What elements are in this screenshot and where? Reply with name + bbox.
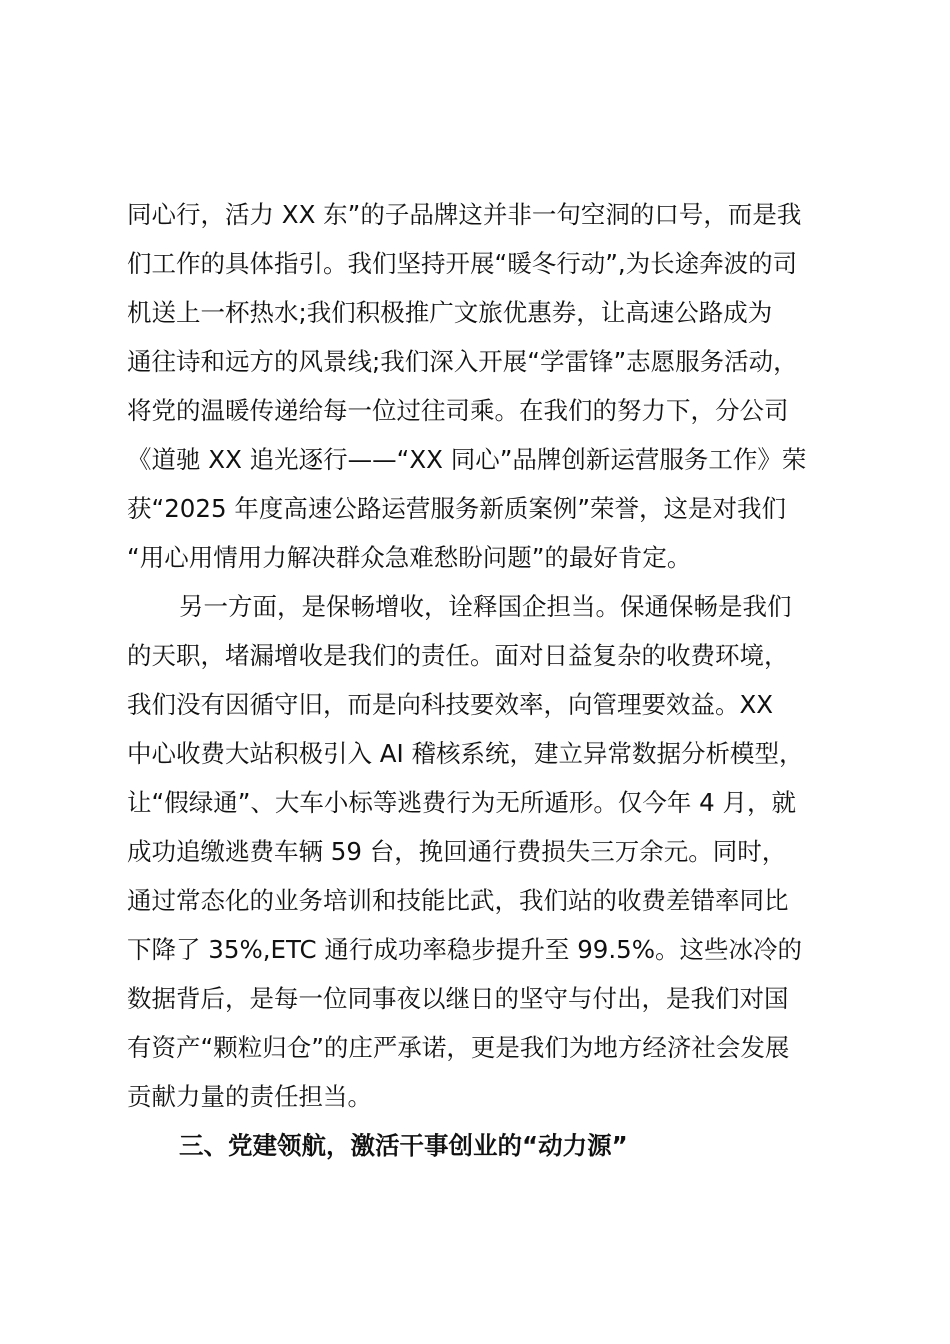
section-heading: 三、党建领航，激活干事创业的“动力源” — [179, 1131, 628, 1160]
paragraph-line: 机送上一杯热水;我们积极推广文旅优惠券，让高速公路成为 — [127, 298, 773, 327]
paragraph-line: 成功追缴逃费车辆 59 台，挽回通行费损失三万余元。同时， — [127, 837, 787, 866]
document-body — [127, 190, 827, 1170]
paragraph-line: 的天职，堵漏增收是我们的责任。面对日益复杂的收费环境， — [127, 641, 789, 670]
paragraph-line: 我们没有因循守旧，而是向科技要效率，向管理要效益。XX — [127, 690, 774, 719]
paragraph-line: 有资产“颗粒归仓”的庄严承诺，更是我们为地方经济社会发展 — [127, 1033, 790, 1062]
paragraph-line: 贡献力量的责任担当。 — [127, 1082, 372, 1111]
paragraph-line: 另一方面，是保畅增收，诠释国企担当。保通保畅是我们 — [179, 592, 792, 621]
paragraph-2 — [127, 582, 827, 1121]
paragraph-line: 同心行，活力 XX 东”的子品牌这并非一句空洞的口号，而是我 — [127, 200, 802, 229]
paragraph-line: 通往诗和远方的风景线;我们深入开展“学雷锋”志愿服务活动， — [127, 347, 798, 376]
paragraph-line: 通过常态化的业务培训和技能比武，我们站的收费差错率同比 — [127, 886, 789, 915]
paragraph-line: 们工作的具体指引。我们坚持开展“暖冬行动”,为长途奔波的司 — [127, 249, 798, 278]
paragraph-line: “用心用情用力解决群众急难愁盼问题”的最好肯定。 — [127, 543, 692, 572]
paragraph-line: 将党的温暖传递给每一位过往司乘。在我们的努力下，分公司 — [127, 396, 789, 425]
paragraph-1 — [127, 190, 827, 582]
paragraph-line: 获“2025 年度高速公路运营服务新质案例”荣誉，这是对我们 — [127, 494, 787, 523]
paragraph-line: 《道驰 XX 追光逐行——“XX 同心”品牌创新运营服务工作》荣 — [127, 445, 807, 474]
paragraph-line: 数据背后，是每一位同事夜以继日的坚守与付出，是我们对国 — [127, 984, 789, 1013]
paragraph-line: 让“假绿通”、大车小标等逃费行为无所遁形。仅今年 4 月，就 — [127, 788, 797, 817]
paragraph-line: 下降了 35%,ETC 通行成功率稳步提升至 99.5%。这些冰冷的 — [127, 935, 803, 964]
paragraph-line: 中心收费大站积极引入 AI 稽核系统，建立异常数据分析模型， — [127, 739, 804, 768]
